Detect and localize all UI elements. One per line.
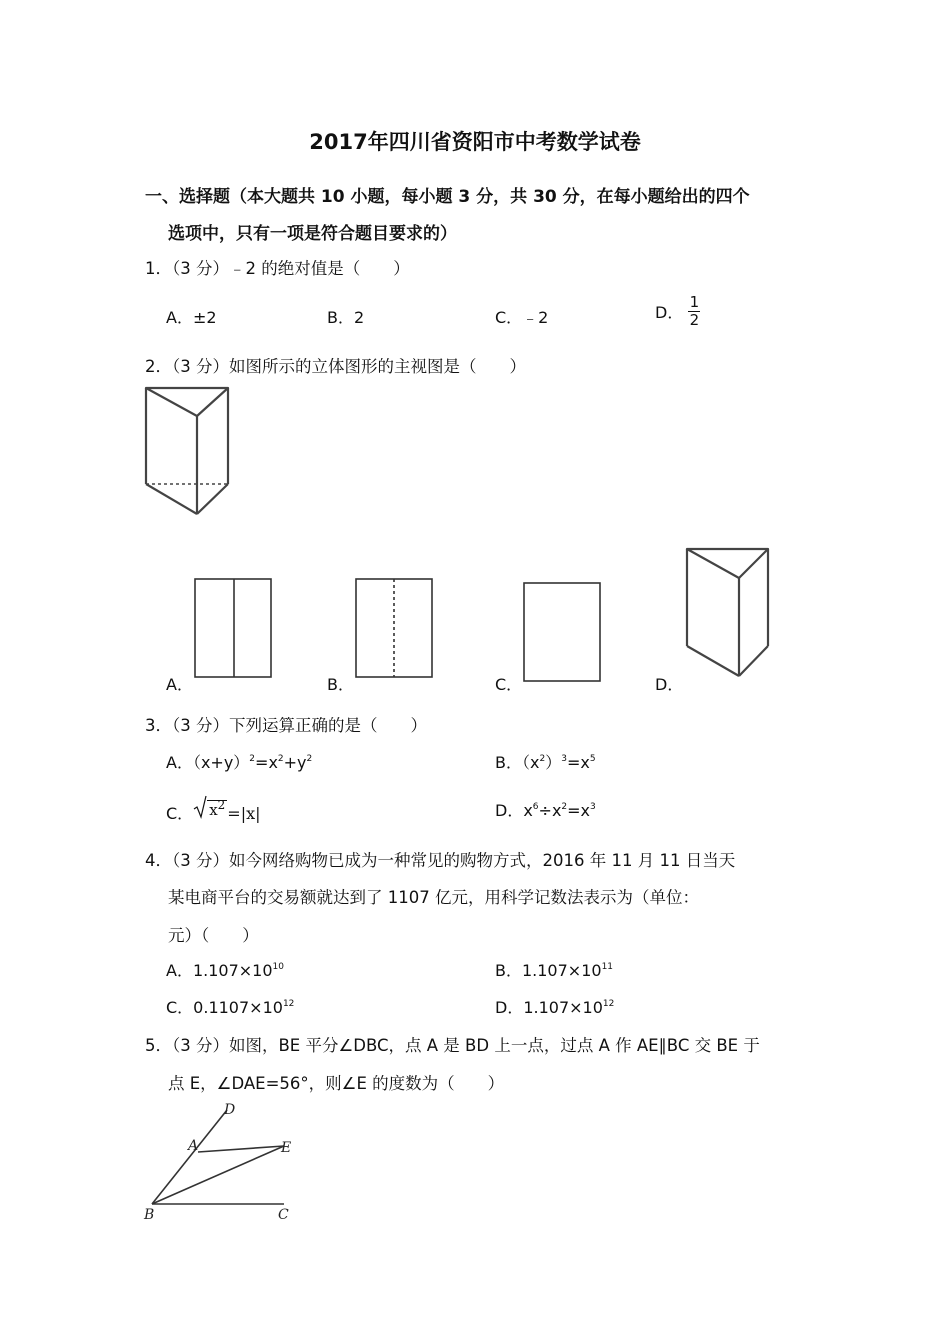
q2-option-a-figure [194, 578, 274, 680]
q4-c-text: C．0.1107×10 [166, 998, 283, 1017]
point-label-a: A [188, 1138, 199, 1154]
q4-b-text: B．1.107×10 [495, 961, 602, 980]
point-label-e: E [281, 1140, 292, 1156]
q3-d-exp2: 2 [561, 802, 568, 812]
q4-option-b [495, 958, 613, 981]
q3-option-d [495, 798, 596, 821]
radical-sign-icon [193, 795, 207, 819]
q2-stem: 2．（3 分）如图所示的立体图形的主视图是（ ） [145, 357, 526, 376]
q3-a-text: A．（x+y） [166, 753, 250, 772]
q3-b-exp3: 5 [589, 754, 596, 764]
q3-option-a [166, 750, 312, 773]
q2-option-b-figure [355, 578, 435, 680]
q4-stem-line3: 元）（ ） [168, 926, 259, 945]
q4-d-text: D．1.107×10 [495, 998, 603, 1017]
q3-a-mid2: +y [283, 753, 307, 772]
q3-b-mid: ） [545, 753, 562, 772]
section-heading-line2: 选项中，只有一项是符合题目要求的） [168, 224, 457, 244]
q3-d-exp1: 6 [532, 802, 539, 812]
q3-b-mid2: =x [566, 753, 590, 772]
q1-fraction [688, 294, 700, 329]
q1-stem: 1．（3 分）﹣2 的绝对值是（ ） [145, 259, 410, 278]
paper-title: 2017年四川省资阳市中考数学试卷 [309, 130, 641, 154]
q3-d-exp3: 3 [590, 802, 596, 812]
q4-a-text: A．1.107×10 [166, 961, 273, 980]
q1-fraction-denominator: 2 [689, 311, 700, 329]
q4-option-a [166, 958, 284, 981]
section-heading-line1: 一、选择题（本大题共 10 小题，每小题 3 分，共 30 分，在每小题给出的四个 [145, 187, 750, 207]
q3-c-radicand: x [209, 801, 218, 819]
q4-option-c [166, 995, 294, 1018]
q1-option-a: A．±2 [166, 308, 217, 327]
q1-fraction-numerator: 1 [689, 293, 700, 311]
q3-c-exp: 2 [217, 798, 226, 812]
q3-a-exp3: 2 [306, 754, 313, 764]
q4-c-exp: 12 [282, 999, 295, 1009]
point-label-d: D [224, 1102, 236, 1118]
q2-option-d-figure [684, 546, 774, 682]
q1-option-d [655, 294, 700, 329]
q3-option-b [495, 750, 596, 773]
q4-stem-line1: 4．（3 分）如今网络购物已成为一种常见的购物方式，2016 年 11 月 11 日当天 [145, 851, 736, 870]
q1-option-b: B．2 [327, 308, 365, 327]
q1-option-c: C．﹣2 [495, 308, 549, 327]
q5-stem-line2: 点 E，∠DAE=56°，则∠E 的度数为（ ） [168, 1074, 505, 1093]
triangular-prism-figure [140, 384, 240, 524]
q3-d-mid: ÷x [538, 801, 562, 820]
q4-a-exp: 10 [272, 962, 284, 972]
q2-option-d: D． [655, 675, 684, 694]
point-label-c: C [278, 1207, 289, 1223]
q1-option-d-prefix: D． [655, 303, 684, 322]
q3-b-exp2: 3 [561, 754, 567, 764]
q4-d-exp: 12 [602, 999, 615, 1009]
q2-option-c-figure [523, 582, 603, 684]
q3-a-exp2: 2 [277, 754, 284, 764]
q3-option-c [166, 795, 261, 824]
q3-a-exp1: 2 [249, 754, 256, 764]
sqrt-expression [193, 795, 227, 819]
q4-stem-line2: 某电商平台的交易额就达到了 1107 亿元，用科学记数法表示为（单位： [168, 888, 699, 907]
q4-b-exp: 11 [601, 962, 614, 972]
q3-d-text: D．x [495, 801, 533, 820]
q3-b-text: B．（x [495, 753, 540, 772]
q2-option-a: A． [166, 675, 193, 694]
q5-geometry-figure [140, 1098, 310, 1228]
q3-stem: 3．（3 分）下列运算正确的是（ ） [145, 716, 427, 735]
q3-b-exp1: 2 [539, 754, 546, 764]
q5-stem-line1: 5．（3 分）如图，BE 平分∠DBC，点 A 是 BD 上一点，过点 A 作 AE∥BC 交 BE 于 [145, 1036, 760, 1055]
q3-c-rest: =|x| [227, 804, 261, 823]
q4-option-d [495, 995, 614, 1018]
point-label-b: B [144, 1207, 155, 1223]
q3-c-prefix: C． [166, 804, 194, 823]
q3-a-mid: =x [255, 753, 278, 772]
q2-option-c: C． [495, 675, 523, 694]
q3-d-mid2: =x [567, 801, 591, 820]
q2-option-b: B． [327, 675, 354, 694]
